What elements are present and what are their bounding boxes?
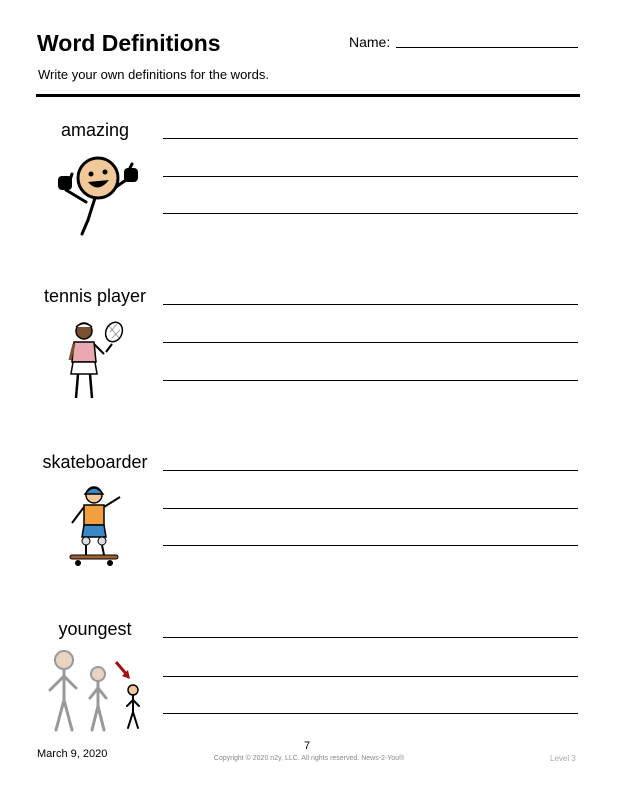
footer-date: March 9, 2020 — [37, 748, 108, 760]
definition-line[interactable] — [163, 138, 578, 139]
page-number: 7 — [304, 740, 311, 752]
definition-line[interactable] — [163, 213, 578, 214]
definition-line[interactable] — [163, 545, 578, 546]
copyright-notice: Copyright © 2020 n2y, LLC. All rights reserved. News-2-You® — [213, 755, 405, 762]
youngest-family-icon — [44, 648, 144, 734]
name-write-line[interactable] — [396, 47, 578, 48]
definition-line[interactable] — [163, 470, 578, 471]
skateboarder-icon — [66, 483, 126, 569]
name-label: Name: — [349, 34, 391, 50]
tennis-player-icon — [66, 318, 124, 402]
instructions: Write your own definitions for the words. — [38, 67, 269, 82]
word-label: youngest — [58, 619, 132, 639]
word-label: tennis player — [43, 286, 147, 306]
definition-line[interactable] — [163, 304, 578, 305]
thumbs-up-smiley-icon — [48, 150, 142, 236]
word-label: amazing — [60, 120, 130, 140]
level-label: Level 3 — [550, 754, 576, 763]
header-divider — [36, 94, 580, 97]
definition-line[interactable] — [163, 508, 578, 509]
word-label: skateboarder — [42, 452, 148, 472]
definition-line[interactable] — [163, 637, 578, 638]
definition-line[interactable] — [163, 676, 578, 677]
worksheet-title: Word Definitions — [37, 30, 221, 56]
definition-line[interactable] — [163, 713, 578, 714]
definition-line[interactable] — [163, 380, 578, 381]
definition-line[interactable] — [163, 342, 578, 343]
definition-line[interactable] — [163, 176, 578, 177]
